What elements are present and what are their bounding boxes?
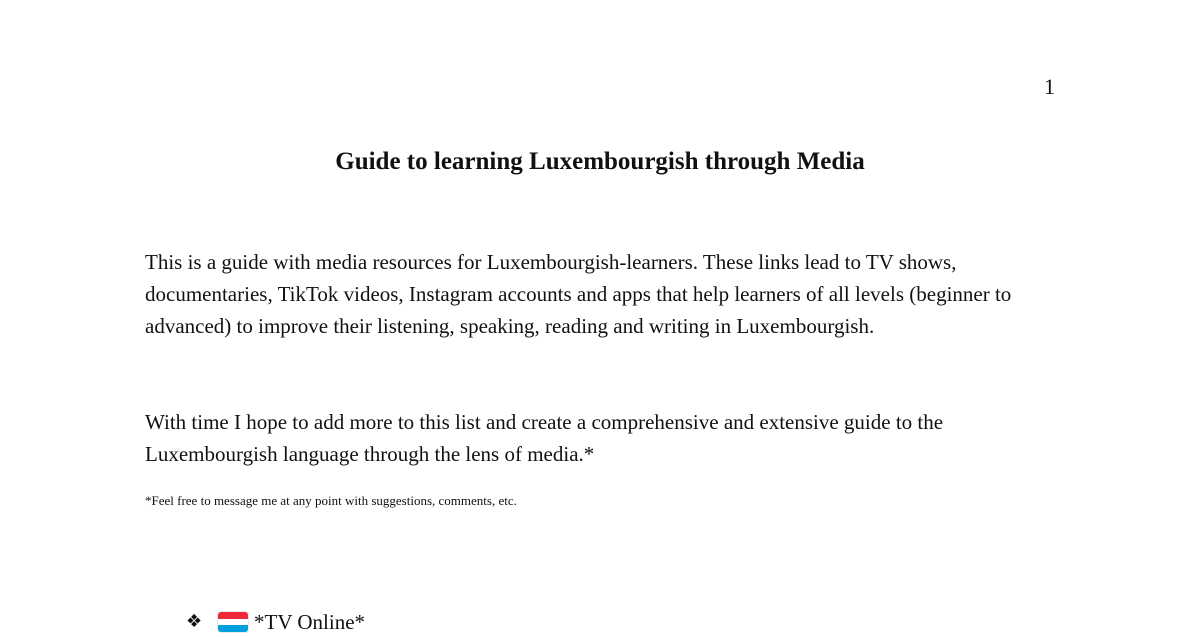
page-number: 1	[1044, 74, 1055, 99]
goal-paragraph: With time I hope to add more to this list and create a comprehensive and extensive guide to the Luxembourgish language through the lens of media.*	[145, 410, 944, 466]
intro-paragraph: This is a guide with media resources for Luxembourgish-learners. These links lead to TV shows, documentaries, TikTok videos, Instagram accounts and apps that help learners of all levels (beginner to advanced) to improve their listening, speaking, reading and writing in Luxembourgish.	[145, 250, 1012, 338]
diamond-bullet-icon: ❖	[186, 611, 203, 632]
list-item-label: *TV Online*	[254, 610, 366, 634]
list-item-tv-online	[186, 607, 365, 637]
page-title: Guide to learning Luxembourgish through Media	[335, 148, 865, 175]
footnote: *Feel free to message me at any point with suggestions, comments, etc.	[145, 493, 517, 508]
luxembourg-flag-icon	[218, 612, 248, 632]
